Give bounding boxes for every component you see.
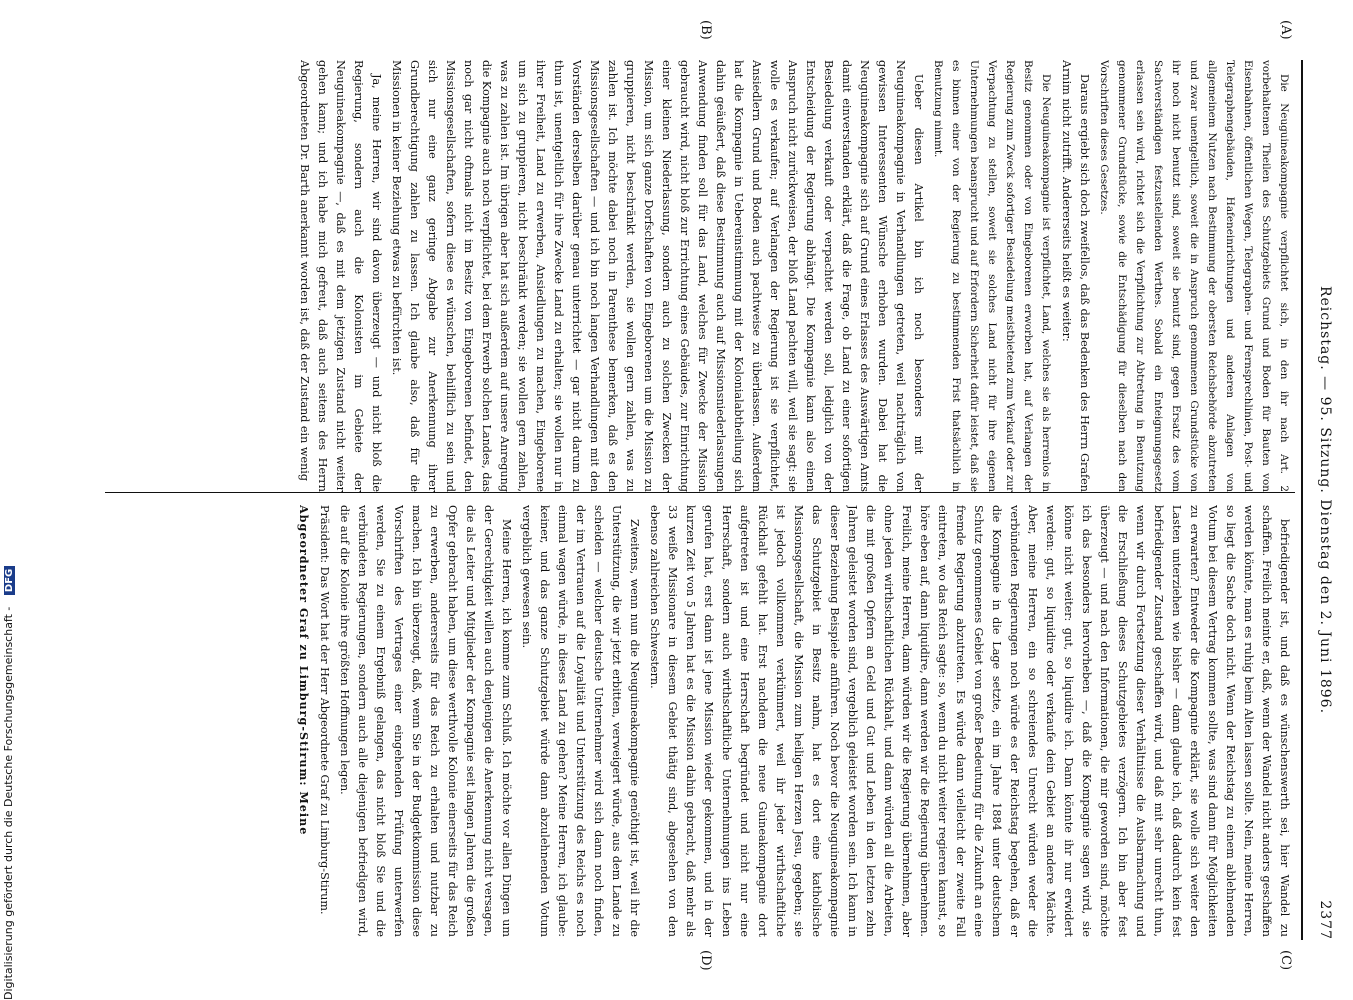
paragraph: Zweitens, wenn nun die Neuguineakompagnie genöthigt ist, weil ihr die Unterstützung, die wir jetzt erbitten, verweigert würde, aus dem Lande zu scheiden — welcher deutsche Unternehmer wird sich dann noch finden, der im Vertrauen auf die Loyalität und Unterstützung des Reichs es noch einmal wagen würde, in dieses Land zu gehen? Meine Herren, ich glaube: keiner, und das ganze Schutzgebiet würde dann abzulehnenden Votum vergeblich gewesen sein. — [520, 505, 641, 937]
paragraph: Meine Herren, ich komme zum Schluß. Ich möchte vor allen Dingen um der Gerechtigkeit willen auch denjenigen die Anerkennung nicht versagen, die als Leiter und Mitglieder der Kompagnie seit langen Jahren die großen Opfer gebracht haben, um diese werthvolle Kolonie einerseits für das Reich zu erwerben, andererseits für das Reich zu erhalten und nutzbar zu machen. Ich bin überzeugt, daß, wenn Sie in der Budgetkommission diese Vorschriften des Vertrages einer eingehenden Prüfung unterwerfen werden, Sie zu einem Ergebniß gelangen, das nicht bloß Sie und die verbündeten Regierungen, sondern auch alle diejenigen befriedigen wird, die auf die Kolonie ihre größten Hoffnungen legen. — [338, 505, 513, 937]
paragraph: Ja, meine Herren, wir sind davon überzeugt — und nicht bloß die Regierung, sondern auch die Kolonisten im Gebiete der Neuguineakompagnie —, daß es mit dem jetzigen Zustand nicht weiter gehen kann; und ich habe mich gefreut, daß auch seitens des Herrn Abgeordneten Dr. Barth anerkannt worden ist, daß der Zustand ein wenig — [298, 60, 383, 492]
paragraph: befriedigender ist, und daß es wünschenswerth sei, hier Wandel zu schaffen. Freilich meinte er, daß, wenn der Wandel nicht anders geschaffen werden könnte, man es ruhig beim Alten lassen sollte. Nein, meine Herren, so liegt die Sache doch nicht. Wenn der Reichstag zu einem ablehnenden Votum bei diesem Vertrag kommen sollte, was sind dann für Möglichkeiten zu erwarten? Entweder die Kompagnie erklärt, sie wolle sich weiter den Lasten unterziehen wie bisher — dann glaube ich, daß dadurch kein fest befriedigender Zustand geschaffen wird, und daß mit sehr unrecht thun, wenn wir durch Fortsetzung dieser Verhältnisse die Ausbarmachung und die Erschließung dieses Schutzgebietes verzögern. Ich bin aber fest überzeugt — und nach den Informationen, die mir geworden sind, möchte ich das besonders hervorheben —, daß die Kompagnie sagen wird, sie könne nicht weiter: gut, so liquidire ich. Dann könnte ihr nur erwidert werden: gut, so liquidire oder verkaufe dein Gebiet an andere Mächte. Aber, meine Herren, ein so schreiendes Unrecht würden weder die verbündeten Regierungen noch würde es der Reichstag begehen, daß er die Kompagnie in die Lage setzte, ein im Jahre 1884 unter deutschem Schutz genommenes Gebiet von großer Bedeutung für die Zukunft an eine fremde Regierung abzutreten. Es würde dann vielleicht der zweite Fall eintreten, wo das Reich sagte: so, wenn du nicht weiter regieren kannst, so höre eben auf, dann liquidire, dann werden wir die Regierung übernehmen. Freilich, meine Herren, dann würden wir die Regierung übernehmen, aber ohne jeden wirthschaftlichen Rückhalt, und dann würden all die Arbeiten, die mit großen Opfern an Geld und Gut und Leben in den letzten zehn Jahren geleistet worden sind, vergeblich geleistet worden sein. Ich kann in dieser Beziehung Beispiele anführen. Noch bevor die Neuguineakompagnie das Schutzgebiet in Besitz nahm, hat es dort eine katholische Missionsgesellschaft, die Mission zum heiligen Herzen Jesu, gegeben; sie ist jedoch vollkommen verkümmert, weil ihr jeder wirthschaftliche Rückhalt gefehlt hat. Erst nachdem die neue Guineakompagnie dort aufgetreten ist und eine Herrschaft begründet und nicht nur eine Herrschaft, sondern auch wirthschaftliche Unternehmungen ins Leben gerufen hat, erst dann ist jene Mission wieder gekommen, und in der kurzen Zeit von 5 Jahren hat es die Mission dahin gebracht, daß mehr als 33 weiße Missionare in diesem Gebiet thätig sind, abgesehen von den ebenso zahlreichen Schwestern. — [648, 505, 1291, 937]
president-line: Präsident: Das Wort hat der Herr Abgeordnete Graf zu Limburg-Stirum. — [318, 505, 331, 915]
column-divider — [105, 492, 1295, 493]
speaker-line: Abgeordneter Graf zu Limburg-Stirum: Meine — [297, 505, 311, 836]
paragraph: Die Neuguineakompagnie verpflichtet sich, in den ihr nach Art. 2 vorbehaltenen Theilen des Schutzgebiets Grund und Boden für Bauten von Eisenbahnen, öffentlichen Wegen, Telegraphen- und Fernsprechlinien, Post- und Telegraphengebäuden, Hafeneinrichtungen und anderen Anlagen von allgemeinem Nutzen nach Bestimmung der obersten Reichsbehörde abzutreten und zwar unentgeltlich, soweit die in Anspruch genommenen Grundstücke von ihr noch nicht benutzt sind, soweit sie benutzt sind, gegen Ersatz des vom Sachverständigen festzustellenden Werthes. Sobald ein Enteignungsgesetz erlassen sein wird, richtet sich die Verpflichtung zur Abtretung in Benutzung genommener Grundstücke, sowie die Entschädigung für dieselben nach den Vorschriften dieses Gesetzes. — [1098, 60, 1290, 492]
page-number: 2377 — [1317, 900, 1333, 940]
right-column — [93, 505, 1293, 937]
paragraph: Ueber diesen Artikel bin ich noch besonders mit der Neuguineakompagnie in Verhandlungen getreten, weil nachträglich von gewissen Interessenten Wünsche erhoben wurden. Dabei hat die Neuguineakompagnie sich auf Grund eines Erlasses des Auswärtigen Amts damit einverstanden erklärt, daß die Frage, ob Land zu einer sofortigen Besiedelung verkauft oder verpachtet werden soll, lediglich von der Entscheidung der Regierung abhängt. Die Kompagnie kann also einen Anspruch nicht zurückweisen, der bloß Land pachten will, weil sie sagt: sie wolle es verkaufen; auf Verlangen der Regierung ist sie verpflichtet, Ansiedlern Grund und Boden auch pachtweise zu überlassen. Außerdem hat die Kompagnie in Uebereinstimmung mit der Kolonialabtheilung sich dahin geäußert, daß diese Bestimmung auch auf Missionsniederlassungen Anwendung finden soll für das Land, welches für Zwecke der Mission gebraucht wird, nicht bloß zur Errichtung eines Gebäudes, zur Einrichtung einer kleinen Niederlassung, sondern auch zu solchen Zwecken der Mission, um sich ganze Dorfschaften von Eingeborenen um die Mission zu gruppieren, nicht beschränkt werden, sie wollen gern zahlen, was zu zahlen ist. Ich möchte dabei noch in Parenthese bemerken, daß es den Missionsgesellschaften — und ich bin noch langen Verhandlungen mit den Vorständen derselben darüber genau unterrichtet — gar nicht darum zu thun ist, unentgeltlich für ihre Zwecke Land zu erhalten; sie wollen nur in ihrer Freiheit, Land zu erwerben, Ansiedlungen zu machen, Eingeborene um sich zu gruppieren, nicht beschränkt werden; sie wollen gern zahlen, was zu zahlen ist. Im übrigen aber hat sich außerdem auf unsere Anregung die Kompagnie auch noch verpflichtet, bei dem Erwerb solchen Landes, das noch gar nicht oftmals nicht im Besitz von Eingeborenen befindet, den Missionsgesellschaften, sofern diese es wünschen, behilflich zu sein und sich nur eine ganz geringe Abgabe zur Anerkennung ihrer Grundberechtigung zahlen zu lassen. Ich glaube also, daß für die Missionen in keiner Beziehung etwas zu befürchten ist. — [390, 60, 925, 492]
left-column — [93, 60, 1293, 492]
running-title: Reichstag. — 95. Sitzung. Dienstag den 2. Juni 1896. — [1317, 285, 1333, 715]
dfg-logo: DFG — [4, 566, 15, 595]
margin-mark-d: (D) — [698, 950, 713, 971]
header-rule — [1301, 60, 1303, 940]
footer-text: Digitalisierung gefördert durch die Deutsche Forschungsgemeinschaft - — [2, 606, 15, 1000]
footer-credit — [2, 0, 16, 1000]
page-header — [1309, 60, 1333, 940]
margin-mark-b: (B) — [698, 20, 713, 40]
margin-mark-a: (A) — [1278, 20, 1293, 40]
margin-mark-c: (C) — [1278, 950, 1293, 971]
paragraph: Die Neuguineakompagnie ist verpflichtet, Land, welches sie als herrenlos in Besitz genommen oder von Eingeborenen erworben hat, auf Verlangen der Regierung zum Zweck sofortiger Besiedelung meistbietend zum Verkauf oder zur Verpachtung zu stellen, soweit sie solches Land nicht für ihre eigenen Unternehmungen beansprucht und auf Erfordern Sicherheit dafür leistet, daß sie es binnen einer von der Regierung zu bestimmenden Frist thatsächlich in Benutzung nimmt. — [932, 60, 1052, 492]
paragraph: Daraus ergiebt sich doch zweifellos, daß das Bedenken des Herrn Grafen Arnim nicht zutrifft. Andererseits heißt es weiter: — [1060, 60, 1091, 492]
